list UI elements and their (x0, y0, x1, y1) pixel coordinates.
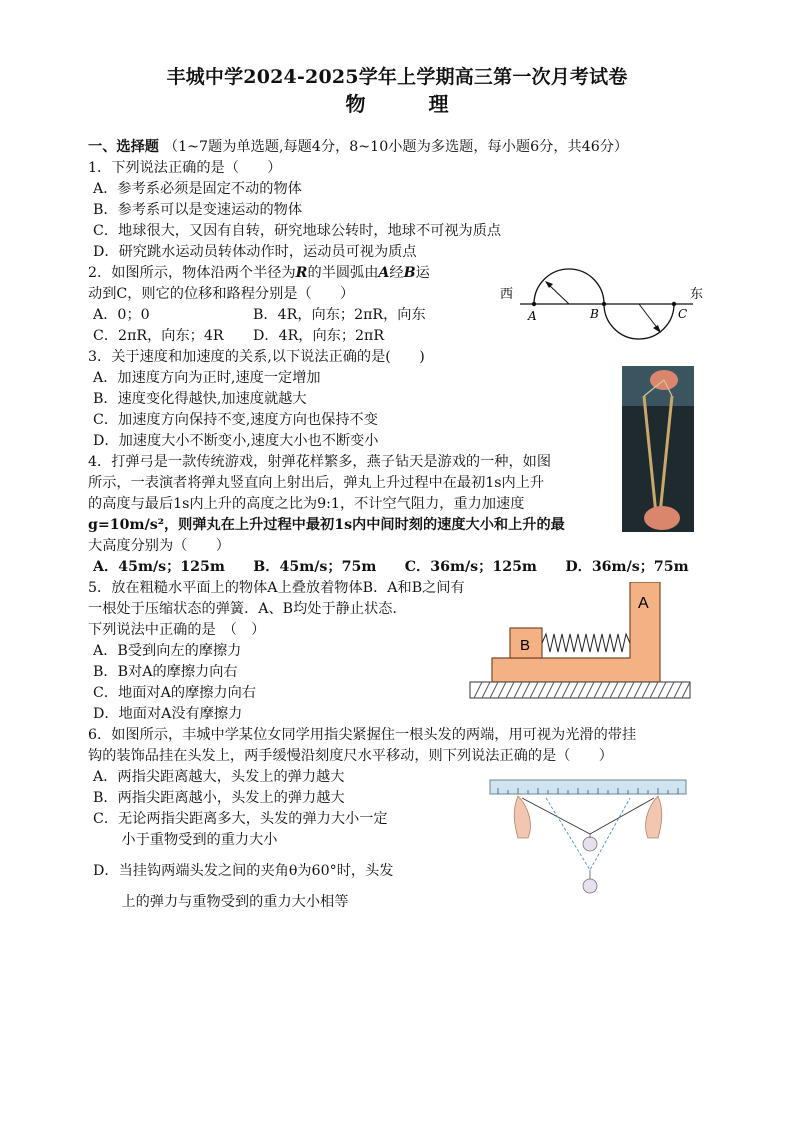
q2-option-c: C．2πR，向东；4R (93, 328, 224, 344)
q2-radius-arrow-upper (548, 284, 569, 304)
q2-option-d: D．4R，向东；2πR (253, 328, 385, 344)
q3-option-a: A．加速度方向为正时,速度一定增加 (93, 370, 321, 386)
q6-right-hand (646, 796, 662, 838)
q4-stem-line3: 的高度与最后1s内上升的高度之比为9:1，不计空气阻力，重力加速度 (88, 496, 525, 512)
q2-label-west: 西 (500, 287, 514, 302)
q6-stem-line2: 钩的装饰品挂在头发上，两手缓慢沿刻度尺水平移动，则下列说法正确的是（ ） (88, 748, 613, 764)
q6-hair-upper (522, 798, 654, 834)
q5-option-b: B．B对A的摩擦力向右 (93, 664, 238, 680)
q1-option-a: A．参考系必须是固定不动的物体 (93, 181, 302, 197)
q2-stem-line2: 动到C，则它的位移和路程分别是（ ） (88, 286, 355, 302)
q4-lower-hand (644, 506, 680, 530)
q2-point-a (532, 302, 536, 306)
q2-semicircle-figure (498, 262, 710, 350)
q6-left-hand (514, 796, 530, 838)
q4-stem-line2: 所示，一表演者将弹丸竖直向上射出后，弹丸上升过程中在最初1s内上升 (88, 475, 545, 491)
section-note: （1~7题为单选题,每题4分，8~10小题为多选题，每小题6分，共46分） (163, 139, 629, 155)
q6-ornament-lower (583, 879, 597, 893)
q4-slingshot-photo (622, 366, 694, 532)
q2-point-b (602, 302, 606, 306)
q4-stem-line4: g=10m/s²，则弹丸在上升过程中最初1s内中间时刻的速度大小和上升的最 (88, 517, 565, 533)
q2-label-b: B (590, 307, 599, 321)
q5-option-a: A．B受到向左的摩擦力 (93, 643, 242, 659)
q6-hair-ornament-figure (488, 776, 690, 906)
q1-option-c: C．地球很大，又因有自转，研究地球公转时，地球不可视为质点 (93, 223, 502, 239)
q2-stem-line1 (88, 263, 430, 283)
q3-option-c: C．加速度方向保持不变,速度方向也保持不变 (93, 412, 378, 428)
exam-subject: 物 理 (345, 92, 477, 116)
q1-stem: 1．下列说法正确的是（ ） (88, 160, 282, 176)
q1-option-d: D．研究跳水运动员转体动作时，运动员可视为质点 (93, 244, 417, 260)
q2-radius-arrow-lower (639, 304, 658, 329)
q2-label-a: A (528, 309, 537, 323)
q5-label-b: B (520, 637, 531, 654)
q5-stem-line1: 5．放在粗糙水平面上的物体A上叠放着物体B．A和B之间有 (88, 580, 465, 596)
q3-option-d: D．加速度大小不断变小,速度大小也不断变小 (93, 433, 379, 449)
q2-label-east: 东 (690, 287, 704, 302)
q6-option-c-line1: C．无论两指尖距离多大，头发的弹力大小一定 (93, 811, 388, 827)
section-label: 一、选择题 (88, 139, 159, 155)
q3-option-b: B．速度变化得越快,加速度就越大 (93, 391, 307, 407)
q2-lower-semicircle (604, 304, 674, 339)
q5-option-d: D．地面对A没有摩擦力 (93, 706, 243, 722)
section-heading (88, 137, 628, 157)
q4-options: A．45m/s；125m B．45m/s；75m C．36m/s；125m D．36m/s；75m (93, 559, 689, 575)
q2-label-c: C (678, 307, 688, 321)
q6-hair-lower (546, 798, 630, 870)
q6-option-b: B．两指尖距离越小，头发上的弹力越大 (93, 790, 345, 806)
exam-title: 丰城中学2024-2025学年上学期高三第一次月考试卷 (166, 66, 628, 88)
q5-label-a: A (638, 595, 649, 612)
q2-stem-part4: 运 (415, 265, 430, 281)
q3-stem: 3．关于速度和加速度的关系,以下说法正确的是( ) (88, 349, 425, 365)
q5-option-c: C．地面对A的摩擦力向右 (93, 685, 256, 701)
q2-var-b: B (403, 265, 416, 281)
q2-point-c (672, 302, 676, 306)
q4-stem-line1: 4．打弹弓是一款传统游戏，射弹花样繁多，燕子钻天是游戏的一种，如图 (88, 454, 552, 470)
q2-stem-part2: 的半圆弧由 (307, 265, 379, 281)
q5-stem-line3: 下列说法中正确的是 （ ） (88, 622, 266, 638)
q4-stem-line5: 大高度分别为（ ） (88, 538, 230, 554)
q5-stem-line2: 一根处于压缩状态的弹簧．A、B均处于静止状态. (88, 601, 397, 617)
q1-option-b: B．参考系可以是变速运动的物体 (93, 202, 303, 218)
q6-option-a: A．两指尖距离越大，头发上的弹力越大 (93, 769, 345, 785)
q2-option-b: B．4R，向东；2πR，向东 (253, 307, 426, 323)
q2-var-r: R (295, 265, 308, 281)
q6-option-c-line2: 小于重物受到的重力大小 (93, 832, 278, 848)
q2-arrowhead-lower (653, 325, 661, 333)
q2-option-a: A．0；0 (93, 307, 150, 323)
q2-var-a: A (378, 265, 390, 281)
q6-ornament-upper (583, 837, 597, 851)
q6-option-d-line2: 上的弹力与重物受到的重力大小相等 (93, 894, 349, 910)
q2-upper-semicircle (534, 269, 604, 304)
q5-block-spring-figure (466, 582, 694, 700)
q5-compressed-spring (542, 634, 630, 652)
q2-stem-part3: 经 (389, 265, 404, 281)
q6-option-d-line1: D．当挂钩两端头发之间的夹角θ为60°时，头发 (93, 863, 394, 879)
q6-stem-line1: 6．如图所示，丰城中学某位女同学用指尖紧握住一根头发的两端，用可视为光滑的带挂 (88, 727, 637, 743)
q2-stem-part1: 2．如图所示，物体沿两个半径为 (88, 265, 296, 281)
